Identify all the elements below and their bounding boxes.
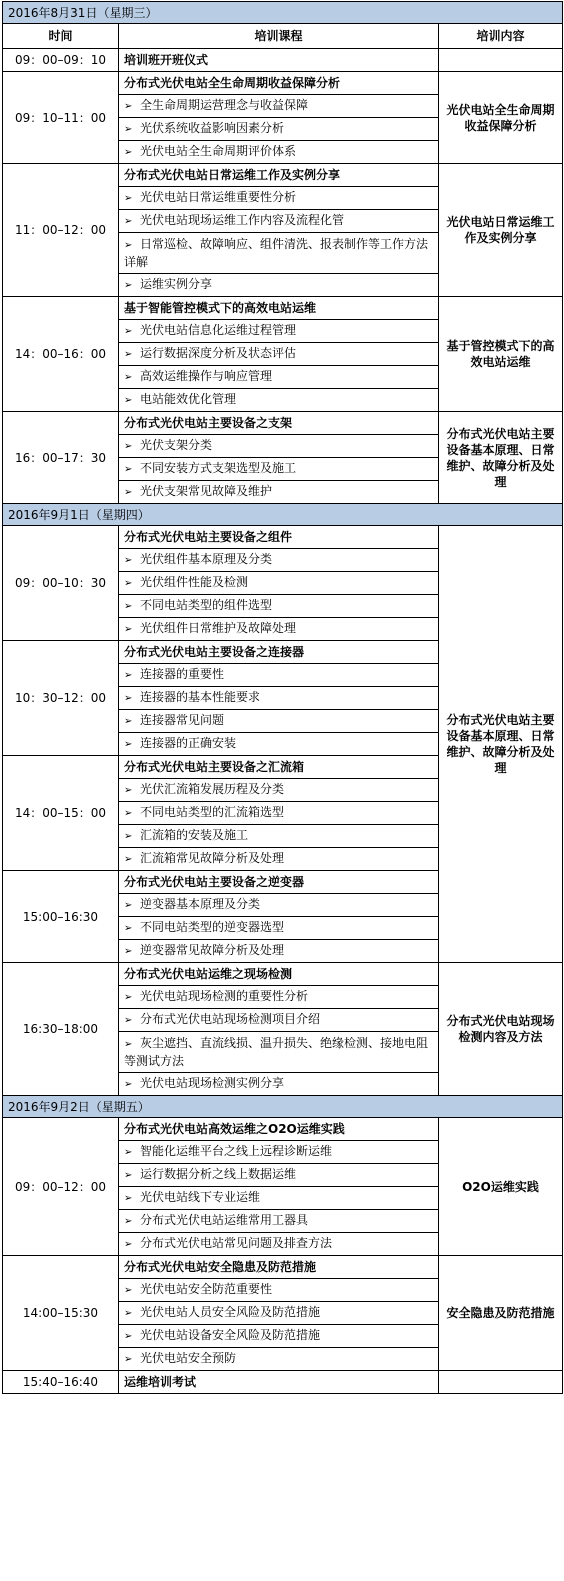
list-item: ➢ 光伏电站设备安全风险及防范措施: [119, 1325, 439, 1348]
header-content: 培训内容: [439, 24, 563, 49]
session-title: 分布式光伏电站主要设备之汇流箱: [119, 756, 439, 779]
arrow-bullet-icon: ➢: [124, 900, 133, 911]
list-item: ➢ 光伏电站现场检测实例分享: [119, 1073, 439, 1096]
session-time: 09：00–12：00: [3, 1118, 119, 1256]
session-content: 光伏电站全生命周期收益保障分析: [439, 72, 563, 164]
arrow-bullet-icon: ➢: [124, 923, 133, 934]
arrow-bullet-icon: ➢: [124, 1193, 133, 1204]
session-content: 安全隐患及防范措施: [439, 1256, 563, 1371]
arrow-bullet-icon: ➢: [124, 1079, 133, 1090]
session-title: 运维培训考试: [119, 1371, 439, 1394]
list-item: ➢ 光伏电站线下专业运维: [119, 1187, 439, 1210]
session-title: 分布式光伏电站主要设备之组件: [119, 526, 439, 549]
list-item: ➢ 汇流箱常见故障分析及处理: [119, 848, 439, 871]
session-content: [439, 1371, 563, 1394]
list-item: ➢ 光伏电站人员安全风险及防范措施: [119, 1302, 439, 1325]
list-item: ➢ 全生命周期运营理念与收益保障: [119, 95, 439, 118]
session-row: [3, 297, 563, 320]
session-row: [3, 963, 563, 986]
arrow-bullet-icon: ➢: [124, 101, 133, 112]
list-item: ➢ 光伏电站安全防范重要性: [119, 1279, 439, 1302]
session-time: 14：00–16：00: [3, 297, 119, 412]
arrow-bullet-icon: ➢: [124, 1239, 133, 1250]
list-item: ➢ 日常巡检、故障响应、组件清洗、报表制作等工作方法详解: [119, 233, 439, 274]
list-item: ➢ 不同安装方式支架选型及施工: [119, 458, 439, 481]
arrow-bullet-icon: ➢: [124, 395, 133, 406]
arrow-bullet-icon: ➢: [124, 193, 133, 204]
session-title: 分布式光伏电站主要设备之逆变器: [119, 871, 439, 894]
arrow-bullet-icon: ➢: [124, 693, 133, 704]
arrow-bullet-icon: ➢: [124, 1039, 133, 1050]
list-item: ➢ 智能化运维平台之线上远程诊断运维: [119, 1141, 439, 1164]
session-row: [3, 1371, 563, 1394]
arrow-bullet-icon: ➢: [124, 124, 133, 135]
session-title: 分布式光伏电站运维之现场检测: [119, 963, 439, 986]
session-row: [3, 526, 563, 549]
list-item: ➢ 电站能效优化管理: [119, 389, 439, 412]
arrow-bullet-icon: ➢: [124, 1147, 133, 1158]
arrow-bullet-icon: ➢: [124, 1170, 133, 1181]
arrow-bullet-icon: ➢: [124, 555, 133, 566]
session-time: 16:30–18:00: [3, 963, 119, 1096]
list-item: ➢ 光伏系统收益影响因素分析: [119, 118, 439, 141]
list-item: ➢ 分布式光伏电站现场检测项目介绍: [119, 1009, 439, 1032]
list-item: ➢ 逆变器基本原理及分类: [119, 894, 439, 917]
arrow-bullet-icon: ➢: [124, 578, 133, 589]
session-title: 分布式光伏电站主要设备之连接器: [119, 641, 439, 664]
arrow-bullet-icon: ➢: [124, 441, 133, 452]
arrow-bullet-icon: ➢: [124, 1308, 133, 1319]
list-item: ➢ 连接器的基本性能要求: [119, 687, 439, 710]
session-title: 基于智能管控模式下的高效电站运维: [119, 297, 439, 320]
date-label: 2016年9月1日（星期四）: [3, 504, 563, 526]
session-content: 分布式光伏电站主要设备基本原理、日常维护、故障分析及处理: [439, 412, 563, 504]
arrow-bullet-icon: ➢: [124, 624, 133, 635]
session-time: 09：00–10：30: [3, 526, 119, 641]
arrow-bullet-icon: ➢: [124, 147, 133, 158]
arrow-bullet-icon: ➢: [124, 670, 133, 681]
session-row: [3, 164, 563, 187]
list-item: ➢ 运行数据深度分析及状态评估: [119, 343, 439, 366]
arrow-bullet-icon: ➢: [124, 785, 133, 796]
header-course: 培训课程: [119, 24, 439, 49]
session-title: 分布式光伏电站高效运维之O2O运维实践: [119, 1118, 439, 1141]
session-content: [439, 49, 563, 72]
session-time: 15:00–16:30: [3, 871, 119, 963]
list-item: ➢ 运维实例分享: [119, 274, 439, 297]
session-row: [3, 1256, 563, 1279]
arrow-bullet-icon: ➢: [124, 946, 133, 957]
arrow-bullet-icon: ➢: [124, 372, 133, 383]
list-item: ➢ 不同电站类型的逆变器选型: [119, 917, 439, 940]
session-content: 光伏电站日常运维工作及实例分享: [439, 164, 563, 297]
list-item: ➢ 光伏组件日常维护及故障处理: [119, 618, 439, 641]
session-content: 分布式光伏电站主要设备基本原理、日常维护、故障分析及处理: [439, 526, 563, 963]
list-item: ➢ 光伏电站现场检测的重要性分析: [119, 986, 439, 1009]
list-item: ➢ 运行数据分析之线上数据运维: [119, 1164, 439, 1187]
column-header-row: [3, 24, 563, 49]
date-row: [3, 504, 563, 526]
date-label: 2016年9月2日（星期五）: [3, 1096, 563, 1118]
arrow-bullet-icon: ➢: [124, 240, 133, 251]
list-item: ➢ 分布式光伏电站运维常用工器具: [119, 1210, 439, 1233]
list-item: ➢ 不同电站类型的汇流箱选型: [119, 802, 439, 825]
session-time: 14：00–15：00: [3, 756, 119, 871]
list-item: ➢ 高效运维操作与响应管理: [119, 366, 439, 389]
session-time: 16：00–17：30: [3, 412, 119, 504]
list-item: ➢ 光伏组件性能及检测: [119, 572, 439, 595]
arrow-bullet-icon: ➢: [124, 1015, 133, 1026]
list-item: ➢ 连接器的正确安装: [119, 733, 439, 756]
list-item: ➢ 光伏汇流箱发展历程及分类: [119, 779, 439, 802]
session-time: 10：30–12：00: [3, 641, 119, 756]
date-row: [3, 2, 563, 24]
session-content: 基于管控模式下的高效电站运维: [439, 297, 563, 412]
arrow-bullet-icon: ➢: [124, 464, 133, 475]
list-item: ➢ 逆变器常见故障分析及处理: [119, 940, 439, 963]
arrow-bullet-icon: ➢: [124, 487, 133, 498]
list-item: ➢ 汇流箱的安装及施工: [119, 825, 439, 848]
arrow-bullet-icon: ➢: [124, 601, 133, 612]
session-title: 分布式光伏电站日常运维工作及实例分享: [119, 164, 439, 187]
arrow-bullet-icon: ➢: [124, 716, 133, 727]
session-row: [3, 49, 563, 72]
arrow-bullet-icon: ➢: [124, 831, 133, 842]
arrow-bullet-icon: ➢: [124, 216, 133, 227]
list-item: ➢ 连接器常见问题: [119, 710, 439, 733]
header-time: 时间: [3, 24, 119, 49]
list-item: ➢ 分布式光伏电站常见问题及排查方法: [119, 1233, 439, 1256]
session-time: 15:40–16:40: [3, 1371, 119, 1394]
session-row: [3, 1118, 563, 1141]
list-item: ➢ 连接器的重要性: [119, 664, 439, 687]
list-item: ➢ 光伏电站全生命周期评价体系: [119, 141, 439, 164]
session-title: 分布式光伏电站主要设备之支架: [119, 412, 439, 435]
session-time: 09：00–09：10: [3, 49, 119, 72]
arrow-bullet-icon: ➢: [124, 1354, 133, 1365]
list-item: ➢ 光伏电站信息化运维过程管理: [119, 320, 439, 343]
arrow-bullet-icon: ➢: [124, 1216, 133, 1227]
session-content: O2O运维实践: [439, 1118, 563, 1256]
list-item: ➢ 光伏支架常见故障及维护: [119, 481, 439, 504]
list-item: ➢ 光伏电站日常运维重要性分析: [119, 187, 439, 210]
session-time: 09：10–11：00: [3, 72, 119, 164]
arrow-bullet-icon: ➢: [124, 326, 133, 337]
arrow-bullet-icon: ➢: [124, 992, 133, 1003]
arrow-bullet-icon: ➢: [124, 854, 133, 865]
list-item: ➢ 光伏电站现场运维工作内容及流程化管: [119, 210, 439, 233]
session-content: 分布式光伏电站现场检测内容及方法: [439, 963, 563, 1096]
session-time: 14:00–15:30: [3, 1256, 119, 1371]
arrow-bullet-icon: ➢: [124, 739, 133, 750]
arrow-bullet-icon: ➢: [124, 349, 133, 360]
arrow-bullet-icon: ➢: [124, 280, 133, 291]
session-row: [3, 412, 563, 435]
date-label: 2016年8月31日（星期三）: [3, 2, 563, 24]
session-title: 分布式光伏电站全生命周期收益保障分析: [119, 72, 439, 95]
session-row: [3, 72, 563, 95]
list-item: ➢ 灰尘遮挡、直流线损、温升损失、绝缘检测、接地电阻等测试方法: [119, 1032, 439, 1073]
date-row: [3, 1096, 563, 1118]
list-item: ➢ 光伏组件基本原理及分类: [119, 549, 439, 572]
list-item: ➢ 光伏电站安全预防: [119, 1348, 439, 1371]
session-time: 11：00–12：00: [3, 164, 119, 297]
arrow-bullet-icon: ➢: [124, 1285, 133, 1296]
session-title: 分布式光伏电站安全隐患及防范措施: [119, 1256, 439, 1279]
arrow-bullet-icon: ➢: [124, 1331, 133, 1342]
list-item: ➢ 光伏支架分类: [119, 435, 439, 458]
arrow-bullet-icon: ➢: [124, 808, 133, 819]
training-schedule-table: [2, 1, 563, 1394]
session-title: 培训班开班仪式: [119, 49, 439, 72]
list-item: ➢ 不同电站类型的组件选型: [119, 595, 439, 618]
